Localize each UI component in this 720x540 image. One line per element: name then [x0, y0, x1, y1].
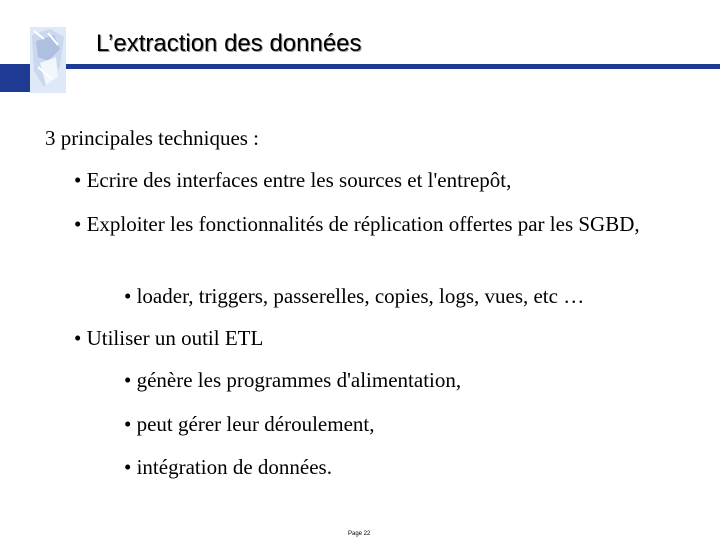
sub-bullet-manages-execution: • peut gérer leur déroulement,	[124, 412, 375, 436]
title-underline-bar	[0, 64, 720, 69]
decorative-logo-icon	[30, 27, 66, 93]
intro-text: 3 principales techniques :	[45, 126, 260, 150]
page-number: Page 22	[348, 531, 371, 537]
bullet-replication: • Exploiter les fonctionnalités de réplication offertes par les SGBD,	[74, 212, 640, 236]
bullet-interfaces: • Ecrire des interfaces entre les sources et l'entrepôt,	[74, 168, 512, 192]
sub-bullet-loader: • loader, triggers, passerelles, copies, logs, vues, etc …	[124, 284, 585, 308]
sub-bullet-generates-programs: • génère les programmes d'alimentation,	[124, 368, 462, 392]
bullet-etl-tool: • Utiliser un outil ETL	[74, 326, 264, 350]
slide-title: L’extraction des données	[96, 30, 362, 57]
sub-bullet-data-integration: • intégration de données.	[124, 455, 332, 479]
